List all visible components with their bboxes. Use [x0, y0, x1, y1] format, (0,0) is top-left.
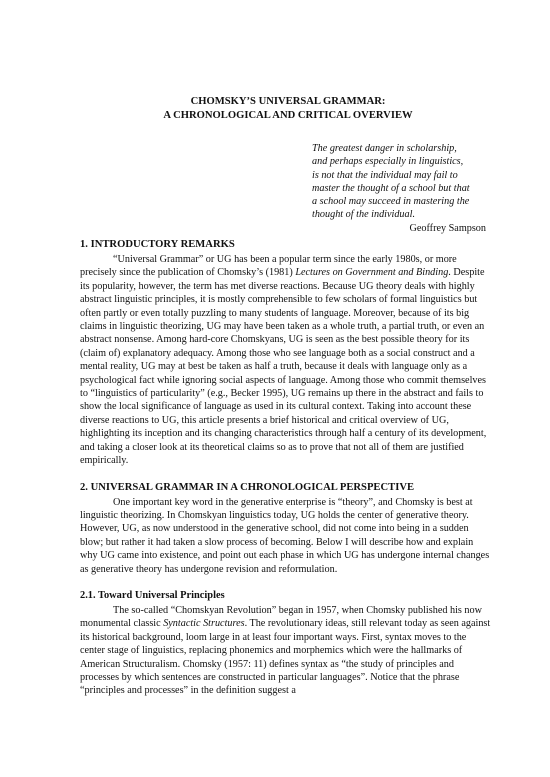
title-line-2: A CHRONOLOGICAL AND CRITICAL OVERVIEW [163, 110, 413, 121]
text-run: . Despite its popularity, however, the term has met diverse reactions. Because UG theory deals with highly abstract linguistic principles, it is mostly comprehensible to few scholars of formal linguistics but often partly or even totally puzzling to many students of language. Moreover, because of its big claims in linguistic theorizing, UG may have been taken as a whole truth, a partial truth, or even an abstract nonsense. Among hard-core Chomskyans, UG is seen as the best possible theory for its (claim of) explanatory adequacy. Among those who see language both as a social construct and a mental reality, UG may at best be taken as half a truth, because it deals with language only as a psychological fact while ignoring social aspects of language. Among those who commit themselves to “linguistics of particularity” (e.g., Becker 1995), UG remains up there in the abstract and fails to show the local significance of language as used in its cultural context. Taking into account these diverse reactions to UG, this article presents a brief historical and critical overview of UG, highlighting its inception and its changing characteristics through half a century of its development, and taking a closer look at its theoretical claims so as to prove that not all of them are justified empirically. [80, 267, 487, 467]
epigraph [312, 142, 492, 235]
subsection-heading-universal-principles: 2.1. Toward Universal Principles [80, 589, 225, 601]
paragraph [80, 604, 492, 698]
paragraph [80, 253, 492, 468]
book-title: Syntactic Structures [163, 618, 245, 630]
epigraph-line: and perhaps especially in linguistics, [312, 156, 464, 168]
book-title: Lectures on Government and Binding [295, 267, 449, 279]
document-body [80, 238, 492, 698]
epigraph-line: master the thought of a school but that [312, 182, 470, 194]
text-run: “Universal Grammar” or UG has been a popular term since the early 1980s, or more precisely since the publication of Chomsky’s (1981) [80, 254, 457, 279]
epigraph-line: thought of the individual. [312, 209, 415, 221]
paragraph: One important key word in the generative enterprise is “theory”, and Chomsky is best at linguistic theorizing. In Chomskyan linguistics today, UG holds the center of generative theory. However, UG, as now understood in the generative school, did not come into being in a sudden blow; but rather it had taken a slow process of becoming. Below I will describe how and explain why UG came into existence, and point out each phase in which UG has undergone internal changes as generative theory has undergone revision and reformulation. [80, 496, 490, 575]
title-line-1: CHOMSKY’S UNIVERSAL GRAMMAR: [190, 96, 386, 107]
section-heading-chronological-perspective: 2. UNIVERSAL GRAMMAR IN A CHRONOLOGICAL PERSPECTIVE [80, 481, 415, 493]
text-run: . The revolutionary ideas, still relevant today as seen against its historical background, loom large in at least four important ways. First, syntax moves to the center stage of linguistics, replacing phonemics and morphemics which were the hallmarks of American Structuralism. Chomsky (1957: 11) defines syntax as “the study of principles and processes by which sentences are constructed in particular languages”. Notice that the phrase “principles and processes” in the definition suggest a [80, 618, 491, 697]
section-heading-introductory-remarks: 1. INTRODUCTORY REMARKS [80, 239, 235, 250]
epigraph-line: is not that the individual may fail to [312, 169, 458, 181]
document-title [80, 95, 496, 123]
epigraph-line: The greatest danger in scholarship, [312, 143, 457, 154]
text-run: The so-called “Chomskyan Revolution” began in 1957, when Chomsky published his now monumental classic [80, 604, 482, 630]
epigraph-line: a school may succeed in mastering the [312, 196, 470, 208]
epigraph-author: Geoffrey Sampson [409, 222, 486, 234]
